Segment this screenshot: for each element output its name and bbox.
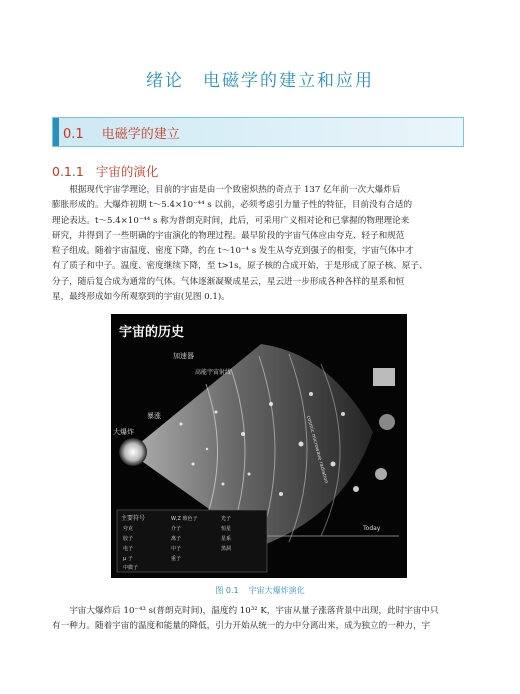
paragraph-1 — [52, 183, 472, 305]
legend-item: 介子 — [171, 526, 182, 532]
paragraph-2 — [52, 604, 472, 635]
figure-caption — [0, 585, 520, 596]
text-line: 有一种力。随着宇宙的温度和能量的降低，引力开始从统一的力中分离出来，成为独立的一种力，宇 — [52, 621, 431, 632]
subsection-number: 0.1.1 — [52, 164, 84, 179]
cosmic-ray-label: 高能宇宙射线 — [195, 369, 232, 376]
legend-item: 胶子 — [123, 536, 134, 542]
legend-item: 中微子 — [123, 565, 139, 571]
chapter-title: 绪论 电磁学的建立和应用 — [146, 71, 374, 91]
legend-item: μ 子 — [123, 556, 133, 562]
text-line: 星，最终形成如今所观察到的宇宙(见图 0.1)。 — [52, 292, 230, 303]
big-bang-glow — [119, 438, 147, 466]
legend-title: 主要符号 — [121, 515, 146, 522]
galaxy-photo — [373, 368, 395, 386]
section-title: 电磁学的建立 — [101, 127, 180, 142]
legend-item: 恒星 — [221, 526, 232, 532]
star-icon — [375, 468, 387, 480]
subsection-title: 宇宙的演化 — [95, 164, 159, 179]
text-line: 理论表达。t～5.4×10⁻⁴⁴ s 称为普朗克时间，此后，可采用广义相对论和已掌握的物理理论来 — [52, 215, 410, 226]
subsection-heading — [52, 162, 158, 180]
text-line: 宇宙大爆炸后 10⁻⁴³ s(普朗克时间)，温度约 10³² K，宇宙从量子涨落背景中出现，此时宇宙中只 — [52, 606, 439, 616]
legend-item: 重子 — [171, 556, 182, 562]
text-line: 根据现代宇宙学理论，目前的宇宙是由一个致密炽热的奇点于 137 亿年前一次大爆炸后 — [52, 185, 401, 195]
legend-item: W,Z 玻色子 — [171, 516, 198, 522]
today-label: Today — [363, 525, 381, 532]
universe-history-figure — [111, 314, 407, 578]
legend-item: 星系 — [221, 536, 232, 542]
legend-item: 黑洞 — [221, 546, 232, 552]
text-line: 膨胀形成的。大爆炸初期 t～5.4×10⁻⁴⁴ s 以前，必须考虑引力量子性的特征，目前没有合适的 — [52, 200, 413, 211]
caption-text: 宇宙大爆炸演化 — [248, 586, 305, 595]
legend-item: 中子 — [171, 546, 182, 552]
caption-number: 图 0.1 — [215, 586, 239, 595]
cmb-label: cosmic microwave radiation — [305, 414, 330, 485]
section-number: 0.1 — [63, 127, 84, 142]
text-line: 研究，并得到了一些明确的宇宙演化的物理过程。最早阶段的宇宙气体应由夸克、轻子和规范 — [52, 230, 405, 241]
text-line: 分子，随后复合成为通常的气体。气体逐渐凝聚成星云，星云进一步形成各种各样的星系和恒 — [52, 276, 405, 287]
legend-item: 光子 — [221, 516, 232, 522]
legend-item: 夸克 — [123, 526, 134, 532]
text-line: 有了质子和中子。温度、密度继续下降，至 t>1s，原子核的合成开始，于是形成了原子核、原子、 — [52, 261, 428, 272]
legend-item: 电子 — [123, 546, 134, 552]
big-bang-label: 大爆炸 — [113, 428, 134, 436]
galaxy-icon — [379, 414, 395, 430]
section-accent-bar — [53, 118, 59, 146]
inflation-label: 暴涨 — [147, 412, 161, 420]
section-heading — [52, 117, 464, 147]
universe-history-illustration — [111, 314, 407, 578]
accelerator-label: 加速器 — [173, 352, 194, 360]
text-line: 粒子组成。随着宇宙温度、密度下降，约在 t～10⁻⁴ s 发生从夸克到强子的相变，宇宙气体中才 — [52, 246, 414, 257]
legend-item: 离子 — [171, 536, 182, 542]
figure-title: 宇宙的历史 — [119, 325, 185, 340]
